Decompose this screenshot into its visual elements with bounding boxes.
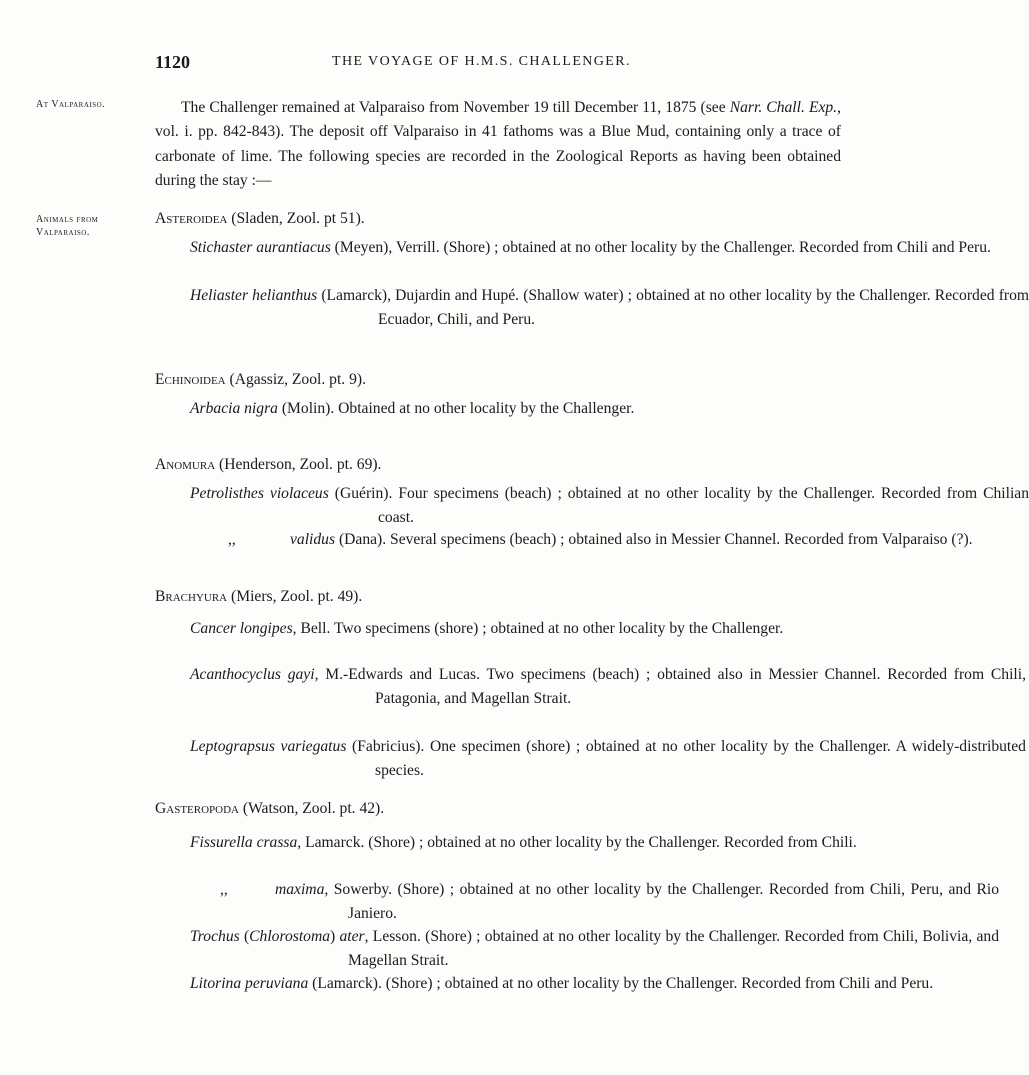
species-entry <box>190 663 1026 711</box>
section-name: Gasteropoda <box>155 800 239 817</box>
species-text: (Lamarck), Dujardin and Hupé. (Shallow water) ; obtained at no other locality by the Challenger. Recorded from Ecuador, Chili, and Peru. <box>317 287 1029 328</box>
species-entry <box>190 735 1026 783</box>
species-name: Leptograpsus variegatus <box>190 738 347 755</box>
species-text: (Fabricius). One specimen (shore) ; obtained at no other locality by the Challenger. A widely-distributed species. <box>346 738 1026 779</box>
section-source: (Agassiz, Zool. pt. 9). <box>225 371 366 388</box>
section-name: Brachyura <box>155 588 228 605</box>
species-name: maxima <box>275 881 325 898</box>
species-text: (Lamarck). (Shore) ; obtained at no other locality by the Challenger. Recorded from Chili and Peru. <box>308 975 934 992</box>
section-echinoidea <box>155 371 366 389</box>
ditto-mark: ,, <box>220 881 228 898</box>
species-entry <box>190 284 1029 332</box>
section-anomura <box>155 456 381 474</box>
section-source: (Henderson, Zool. pt. 69). <box>215 456 382 473</box>
section-gasteropoda <box>155 800 384 818</box>
page-number: 1120 <box>155 52 191 72</box>
species-text: (Dana). Several specimens (beach) ; obtained also in Messier Channel. Recorded from Valparaiso (?). <box>335 531 973 548</box>
species-name: Fissurella crassa <box>190 834 298 851</box>
species-entry <box>190 482 1029 530</box>
intro-text-1: The Challenger remained at Valparaiso from November 19 till December 11, 1875 (see <box>181 99 730 116</box>
species-entry <box>190 528 1029 552</box>
section-name: Asteroidea <box>155 210 228 227</box>
margin-note-animals <box>36 213 98 239</box>
species-text: , Bell. Two specimens (shore) ; obtained at no other locality by the Challenger. <box>292 620 784 637</box>
running-title: THE VOYAGE OF H.M.S. CHALLENGER. <box>332 54 631 69</box>
species-paren: ( <box>239 928 250 945</box>
margin-note-at-valparaiso <box>36 98 105 111</box>
species-entry <box>190 878 999 926</box>
species-name: Petrolisthes violaceus <box>190 485 329 502</box>
species-name: Stichaster aurantiacus <box>190 239 331 256</box>
intro-text-2: , vol. i. pp. 842-843). The deposit off Valparaiso in 41 fathoms was a Blue Mud, containing only a trace of carbonate of lime. The following species are recorded in the Zoological Reports as having been obtained during the stay :— <box>155 99 841 189</box>
species-name: Trochus <box>190 928 240 945</box>
species-name: ater <box>339 928 365 945</box>
species-entry <box>190 236 1029 260</box>
margin-note-line: Valparaiso. <box>36 227 90 238</box>
species-entry <box>190 397 841 421</box>
intro-ref-title: Narr. Chall. Exp. <box>729 99 838 116</box>
species-text: (Guérin). Four specimens (beach) ; obtained at no other locality by the Challenger. Recorded from Chilian coast. <box>328 485 1029 526</box>
species-paren: ) <box>330 928 340 945</box>
ditto-mark: ,, <box>228 531 236 548</box>
species-entry <box>190 925 999 973</box>
intro-paragraph <box>155 96 841 193</box>
section-source: (Miers, Zool. pt. 49). <box>227 588 363 605</box>
species-entry <box>190 831 999 855</box>
species-name: Acanthocyclus gayi <box>190 666 315 683</box>
species-name: Cancer longipes <box>190 620 293 637</box>
species-entry <box>190 972 999 996</box>
species-text: , Sowerby. (Shore) ; obtained at no other locality by the Challenger. Recorded from Chili, Peru, and Rio Janiero. <box>324 881 999 922</box>
margin-note-line: Animals from <box>36 214 99 225</box>
species-text: (Meyen), Verrill. (Shore) ; obtained at no other locality by the Challenger. Recorded from Chili and Peru. <box>330 239 991 256</box>
species-name: Arbacia nigra <box>190 400 278 417</box>
section-name: Echinoidea <box>155 371 226 388</box>
page-header <box>0 52 880 76</box>
species-text: , Lesson. (Shore) ; obtained at no other locality by the Challenger. Recorded from Chili, Bolivia, and Magellan Strait. <box>348 928 999 969</box>
section-brachyura <box>155 588 362 606</box>
species-name: Chlorostoma <box>249 928 331 945</box>
section-name: Anomura <box>155 456 216 473</box>
species-text: (Molin). Obtained at no other locality by the Challenger. <box>277 400 635 417</box>
species-name: Heliaster helianthus <box>190 287 318 304</box>
species-name: validus <box>290 531 336 548</box>
species-name: Litorina peruviana <box>190 975 309 992</box>
species-text: , Lamarck. (Shore) ; obtained at no other locality by the Challenger. Recorded from Chili. <box>297 834 857 851</box>
margin-note-text: At Valparaiso. <box>36 99 106 110</box>
species-text: , M.-Edwards and Lucas. Two specimens (beach) ; obtained also in Messier Channel. Recorded from Chili, Patagonia, and Magellan Strait. <box>314 666 1026 707</box>
section-source: (Watson, Zool. pt. 42). <box>239 800 385 817</box>
species-entry <box>190 617 1026 641</box>
section-asteroidea <box>155 210 365 228</box>
section-source: (Sladen, Zool. pt 51). <box>227 210 365 227</box>
